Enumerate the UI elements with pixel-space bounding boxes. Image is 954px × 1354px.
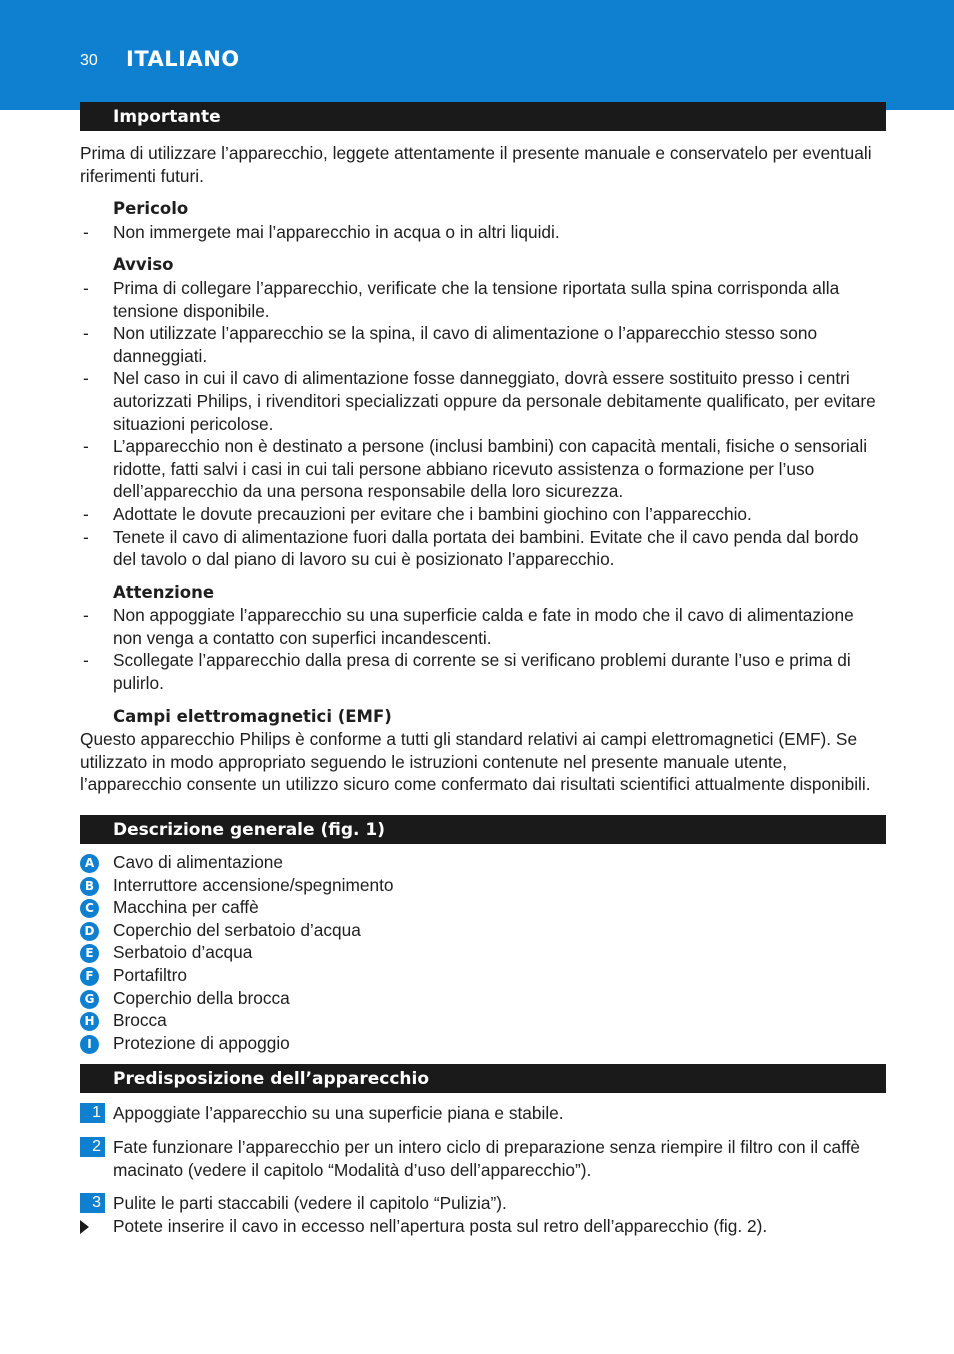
list-item: - Non utilizzate l’apparecchio se la spina, il cavo di alimentazione o l’apparecchio stesso sono danneggiati.	[83, 323, 818, 366]
section-descrizione-bar: Descrizione generale (fig. 1)	[80, 815, 886, 844]
legend-item: A Cavo di alimentazione	[80, 851, 886, 874]
section-predisposizione-bar: Predisposizione dell’apparecchio	[80, 1064, 886, 1093]
letter-badge-icon: F	[80, 967, 99, 986]
list-item: - Tenete il cavo di alimentazione fuori dalla portata dei bambini. Evitate che il cavo penda dal bordo del tavolo o dal piano di lavoro su cui è posizionato l’apparecchio.	[83, 526, 859, 570]
header-band	[0, 0, 954, 110]
tip-arrow-icon	[80, 1220, 89, 1234]
pericolo-heading: Pericolo	[113, 199, 189, 219]
step-item: 3 Pulite le parti staccabili (vedere il capitolo “Pulizia”).	[80, 1192, 886, 1215]
list-item: - Non appoggiate l’apparecchio su una superficie calda e fate in modo che il cavo di alimentazione non venga a contatto con superfici incandescenti.	[83, 605, 854, 648]
intro-paragraph: Prima di utilizzare l’apparecchio, leggete attentamente il presente manuale e conservatelo per eventuali riferimenti futuri.	[80, 143, 872, 186]
step-item: 1 Appoggiate l’apparecchio su una superficie piana e stabile.	[80, 1102, 886, 1125]
page-number: 30	[80, 52, 98, 69]
legend-item: F Portafiltro	[80, 964, 886, 987]
language-title: ITALIANO	[126, 47, 240, 71]
letter-badge-icon: A	[80, 854, 99, 873]
list-item: - Adottate le dovute precauzioni per evitare che i bambini giochino con l’apparecchio.	[83, 503, 752, 524]
list-item: - Prima di collegare l’apparecchio, verificate che la tensione riportata sulla spina corrisponda alla tensione disponibile.	[83, 277, 840, 321]
letter-badge-icon: H	[80, 1012, 99, 1031]
section-importante-bar: Importante	[80, 102, 886, 131]
letter-badge-icon: D	[80, 922, 99, 941]
legend-item: H Brocca	[80, 1009, 886, 1032]
letter-badge-icon: I	[80, 1035, 99, 1054]
legend-item: E Serbatoio d’acqua	[80, 941, 886, 964]
letter-badge-icon: C	[80, 899, 99, 918]
tip-item: Potete inserire il cavo in eccesso nell’apertura posta sul retro dell’apparecchio (fig. 2).	[80, 1215, 886, 1238]
list-item: - Scollegate l’apparecchio dalla presa di corrente se si verificano problemi durante l’uso e prima di pulirlo.	[83, 650, 851, 694]
letter-badge-icon: E	[80, 944, 99, 963]
step-number: 3	[80, 1193, 105, 1213]
legend-item: G Coperchio della brocca	[80, 987, 886, 1010]
legend-item: C Macchina per caffè	[80, 896, 886, 919]
avviso-heading: Avviso	[113, 255, 174, 275]
emf-heading: Campi elettromagnetici (EMF)	[113, 706, 392, 726]
step-item: 2 Fate funzionare l’apparecchio per un intero ciclo di preparazione senza riempire il filtro con il caffè macinato (vedere il capitolo “Modalità d’uso dell’apparecchio”).	[80, 1136, 886, 1181]
legend-item: I Protezione di appoggio	[80, 1032, 886, 1055]
emf-paragraph: Questo apparecchio Philips è conforme a tutti gli standard relativi ai campi elettromagnetici (EMF). Se utilizzato in modo appropriato seguendo le istruzioni contenute nel presente manuale utente, l’apparecchio consente un utilizzo sicuro come confermato dai risultati scientifici attualmente disponibili.	[80, 729, 871, 795]
legend-item: D Coperchio del serbatoio d’acqua	[80, 919, 886, 942]
list-item: - Non immergete mai l’apparecchio in acqua o in altri liquidi.	[83, 221, 560, 242]
legend-item: B Interruttore accensione/spegnimento	[80, 874, 886, 897]
attenzione-heading: Attenzione	[113, 582, 215, 602]
letter-badge-icon: B	[80, 877, 99, 896]
list-item: - L’apparecchio non è destinato a persone (inclusi bambini) con capacità mentali, fisiche o sensoriali ridotte, fatti salvi i casi in cui tali persone abbiano ricevuto assistenza o formazione per l’uso dell’apparecchio da una persona responsabile della loro sicurezza.	[83, 436, 868, 502]
list-item: - Nel caso in cui il cavo di alimentazione fosse danneggiato, dovrà essere sostituito presso i centri autorizzati Philips, i rivenditori specializzati oppure da personale debitamente qualificato, per evitare situazioni pericolose.	[83, 368, 876, 434]
letter-badge-icon: G	[80, 990, 99, 1009]
step-number: 2	[80, 1137, 105, 1157]
page-content	[80, 102, 886, 1237]
step-number: 1	[80, 1103, 105, 1123]
